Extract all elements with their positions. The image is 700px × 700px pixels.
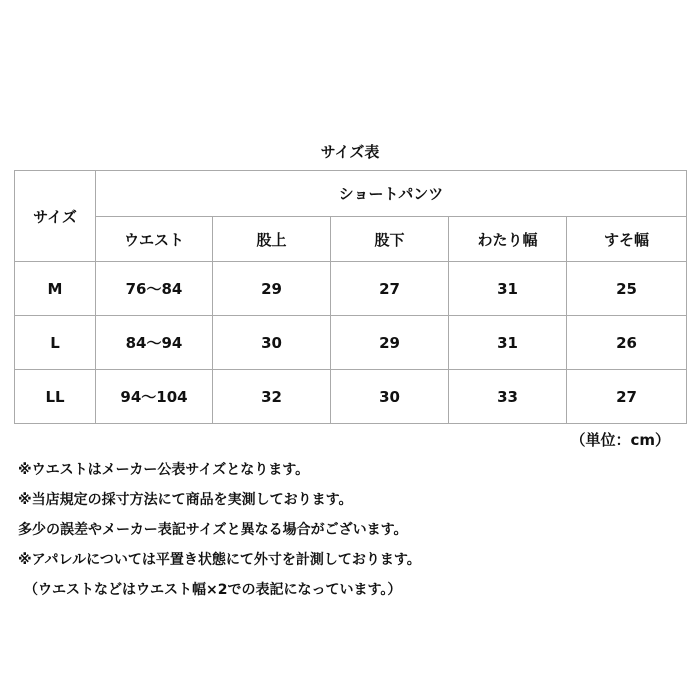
table-cell: 33: [449, 370, 567, 424]
group-header: ショートパンツ: [96, 171, 687, 217]
column-header-rise: 股上: [213, 217, 331, 262]
table-cell: 25: [567, 262, 687, 316]
note-line: （ウエストなどはウエスト幅×2での表記になっています。）: [24, 582, 402, 598]
table-row: [15, 316, 687, 370]
table-cell: 26: [567, 316, 687, 370]
table-cell: 32: [213, 370, 331, 424]
size-column-header: サイズ: [15, 171, 96, 262]
table-row: [15, 370, 687, 424]
table-cell: 27: [567, 370, 687, 424]
notes: [18, 455, 688, 605]
table-cell: 27: [331, 262, 449, 316]
column-header-waist: ウエスト: [96, 217, 213, 262]
size-table: [14, 170, 687, 424]
table-cell: 30: [213, 316, 331, 370]
note-line: ※アパレルについては平置き状態にて外寸を計測しております。: [18, 552, 421, 568]
note-line: 多少の誤差やメーカー表記サイズと異なる場合がございます。: [18, 522, 408, 538]
column-header-inseam: 股下: [331, 217, 449, 262]
table-cell: 94〜104: [96, 370, 213, 424]
size-label: LL: [15, 370, 96, 424]
size-label: M: [15, 262, 96, 316]
table-cell: 31: [449, 316, 567, 370]
table-header-row: [15, 171, 687, 217]
page-title: サイズ表: [320, 143, 380, 161]
note-line: ※ウエストはメーカー公表サイズとなります。: [18, 462, 310, 478]
column-header-hem: すそ幅: [567, 217, 687, 262]
table-cell: 29: [331, 316, 449, 370]
table-cell: 29: [213, 262, 331, 316]
table-cell: 76〜84: [96, 262, 213, 316]
table-cell: 31: [449, 262, 567, 316]
table-subheader-row: [15, 217, 687, 262]
table-row: [15, 262, 687, 316]
table-cell: 84〜94: [96, 316, 213, 370]
unit-label: （単位：cm）: [570, 431, 670, 449]
size-label: L: [15, 316, 96, 370]
table-cell: 30: [331, 370, 449, 424]
note-line: ※当店規定の採寸方法にて商品を実測しております。: [18, 492, 353, 508]
column-header-thigh: わたり幅: [449, 217, 567, 262]
